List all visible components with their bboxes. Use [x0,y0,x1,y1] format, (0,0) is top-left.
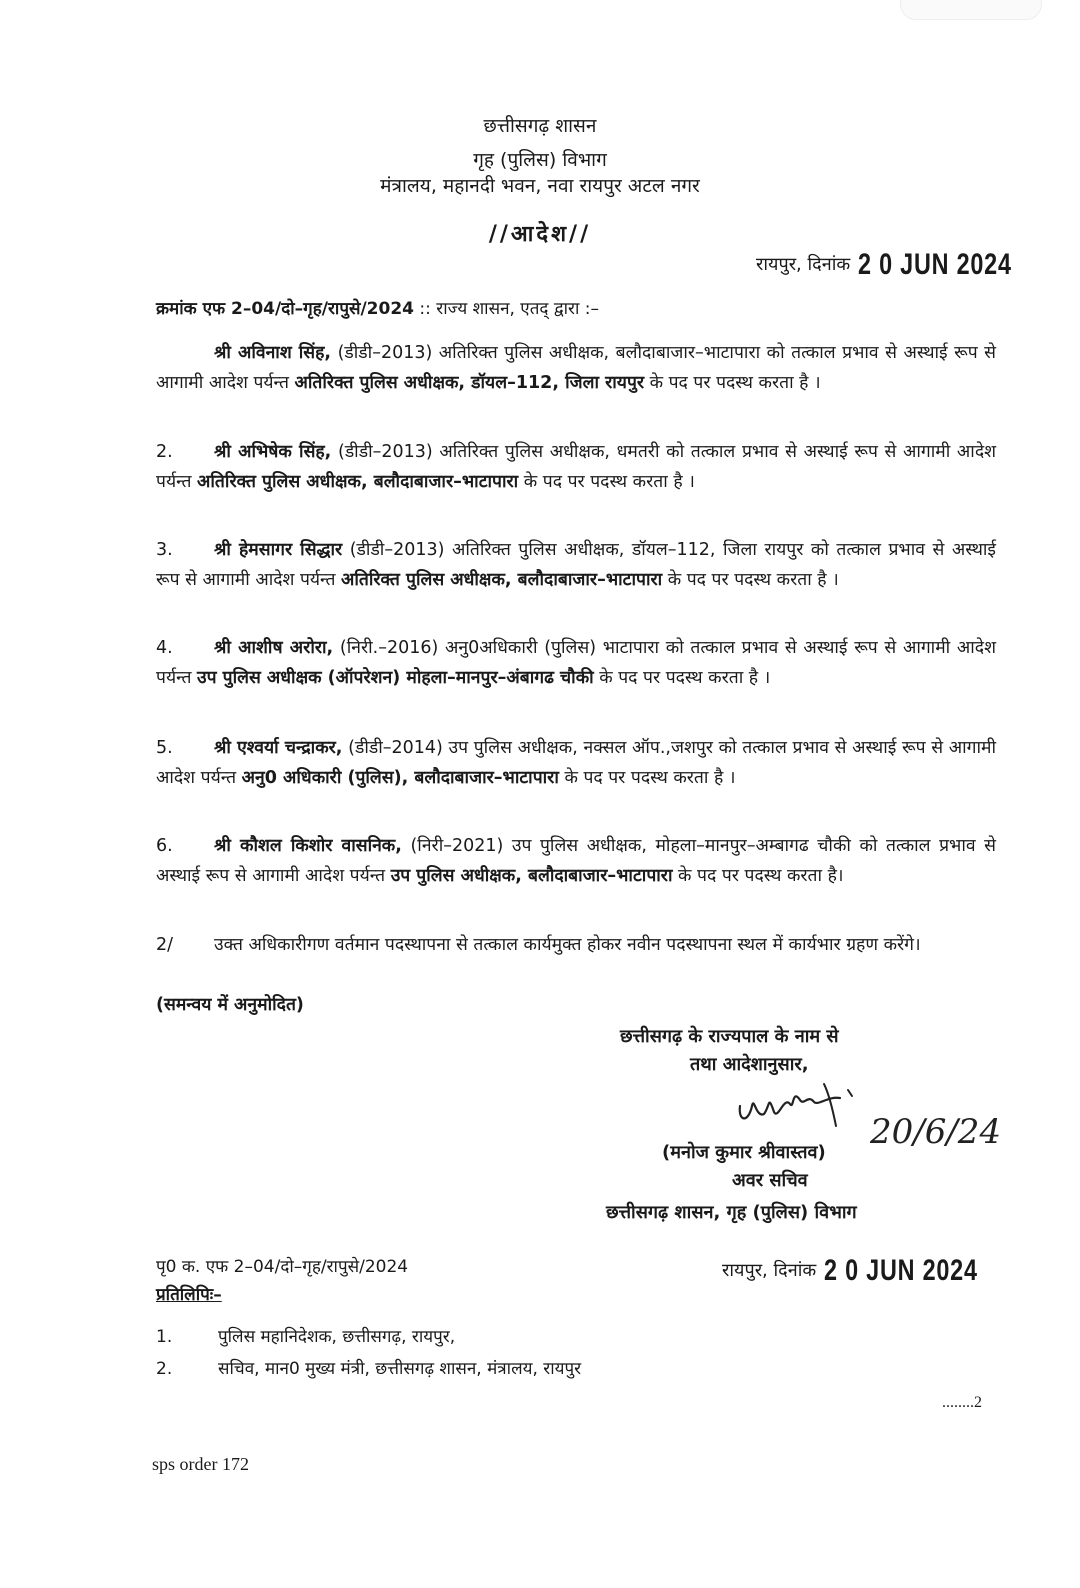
officer-name: श्री एश्वर्या चन्द्राकर, [214,738,343,758]
signature-authority-line: छत्तीसगढ़ के राज्यपाल के नाम से [620,1026,839,1047]
copy-number: 1. [156,1327,173,1347]
signature-scribble [728,1076,878,1136]
order-title: //आदेश// [488,222,592,247]
officer-name: श्री हेमसागर सिद्धार [214,540,343,560]
order-text: (डीडी–2013) अतिरिक्त पुलिस अधीक्षक, बलौदाबाजार–भाटापारा को तत्काल प्रभाव से अस्थाई रूप से आगामी आदेश पर्यन्त [156,343,996,393]
order-paragraph-6 [156,831,996,891]
order-number: 5. [156,738,173,758]
new-post: अतिरिक्त पुलिस अधीक्षक, बलौदाबाजार–भाटापारा [340,570,663,590]
header-government: छत्तीसगढ़ शासन [483,115,597,137]
page-continuation: ........2 [942,1394,982,1411]
order-number: 3. [156,540,173,560]
order-paragraph-3 [156,535,996,595]
header-address: मंत्रालय, महानदी भवन, नवा रायपुर अटल नगर [380,175,700,197]
order-text: (डीडी–2014) उप पुलिस अधीक्षक, नक्सल ऑप.,जशपुर को तत्काल प्रभाव से अस्थाई रूप से आगामी आदेश पर्यन्त [156,738,996,788]
officer-name: श्री अभिषेक सिंह, [214,442,332,462]
order-text: (डीडी–2013) अतिरिक्त पुलिस अधीक्षक, धमतरी को तत्काल प्रभाव से अस्थाई रूप से आगामी आदेश पर्यन्त [156,442,997,492]
copy-text: सचिव, मान0 मुख्य मंत्री, छत्तीसगढ़ शासन, मंत्रालय, रायपुर [218,1359,582,1379]
new-post: अनु0 अधिकारी (पुलिस), बलौदाबाजार–भाटापारा [241,768,559,788]
order-paragraph-1 [156,338,996,398]
signatory-name: (मनोज कुमार श्रीवास्तव) [662,1142,826,1163]
new-post: अतिरिक्त पुलिस अधीक्षक, डॉयल–112, जिला रायपुर [294,373,645,393]
copy-item-2 [156,1356,581,1379]
endorsement-date-label: रायपुर, दिनांक [722,1260,817,1281]
endorsement-date-stamp: 2 0 JUN 2024 [824,1254,978,1287]
order-text-end: के पद पर पदस्थ करता है । [518,472,695,492]
order-date [756,248,1055,282]
copy-item-1 [156,1324,455,1347]
officer-name: श्री अविनाश सिंह, [214,343,332,363]
order-number: 4. [156,638,173,658]
order-text-end: के पद पर पदस्थ करता है । [644,373,821,393]
corner-artifact [900,0,1042,20]
order-number: 6. [156,836,173,856]
order-paragraph-5 [156,733,996,793]
reference-line [156,296,599,319]
signature-order-line: तथा आदेशानुसार, [690,1054,809,1075]
relief-text: उक्त अधिकारीगण वर्तमान पदस्थापना से तत्काल कार्यमुक्त होकर नवीन पदस्थापना स्थल में कार्यभार ग्रहण करेंगे। [214,935,921,955]
copy-text: पुलिस महानिदेशक, छत्तीसगढ़, रायपुर, [218,1327,456,1347]
approval-note: (समन्वय में अनुमोदित) [156,995,304,1015]
order-text-end: के पद पर पदस्थ करता है । [662,570,839,590]
footer-note: sps order 172 [152,1454,249,1474]
endorsement-date [722,1254,1021,1288]
header-department: गृह (पुलिस) विभाग [473,149,607,171]
date-label: रायपुर, दिनांक [756,254,851,275]
new-post: उप पुलिस अधीक्षक (ऑपरेशन) मोहला–मानपुर–अंबागढ चौकी [197,668,594,688]
relief-number: 2/ [156,935,174,955]
reference-number: क्रमांक एफ 2–04/दो–गृह/रापुसे/2024 [156,299,414,319]
officer-name: श्री कौशल किशोर वासनिक, [214,836,402,856]
reference-suffix: :: राज्य शासन, एतद् द्वारा :– [419,299,599,319]
order-text: (निरी–2021) उप पुलिस अधीक्षक, मोहला–मानपुर–अम्बागढ चौकी को तत्काल प्रभाव से अस्थाई रूप से आगामी आदेश पर्यन्त [156,836,996,886]
relief-paragraph [156,930,996,960]
signatory-department: छत्तीसगढ़ शासन, गृह (पुलिस) विभाग [606,1202,857,1223]
copy-number: 2. [156,1359,173,1379]
order-number: 2. [156,442,173,462]
officer-name: श्री आशीष अरोरा, [214,638,334,658]
order-text: (निरी.–2016) अनु0अधिकारी (पुलिस) भाटापारा को तत्काल प्रभाव से अस्थाई रूप से आगामी आदेश पर्यन्त [156,638,996,688]
signatory-designation: अवर सचिव [732,1170,808,1191]
copy-label: प्रतिलिपिः– [156,1285,222,1305]
new-post: अतिरिक्त पुलिस अधीक्षक, बलौदाबाजार–भाटापारा [197,472,519,492]
order-text-end: के पद पर पदस्थ करता है । [593,668,771,688]
order-paragraph-4 [156,633,996,693]
endorsement-number: पृ0 क. एफ 2–04/दो–गृह/रापुसे/2024 [156,1257,409,1277]
signature-handwritten-date: 20/6/24 [870,1112,1002,1152]
date-stamp: 2 0 JUN 2024 [858,248,1012,281]
order-text: (डीडी–2013) अतिरिक्त पुलिस अधीक्षक, डॉयल–112, जिला रायपुर को तत्काल प्रभाव से अस्थाई रूप से आगामी आदेश पर्यन्त [156,540,996,590]
new-post: उप पुलिस अधीक्षक, बलौदाबाजार–भाटापारा [390,866,673,886]
order-text-end: के पद पर पदस्थ करता है। [672,866,844,886]
order-text-end: के पद पर पदस्थ करता है । [558,768,736,788]
order-paragraph-2 [156,437,996,497]
